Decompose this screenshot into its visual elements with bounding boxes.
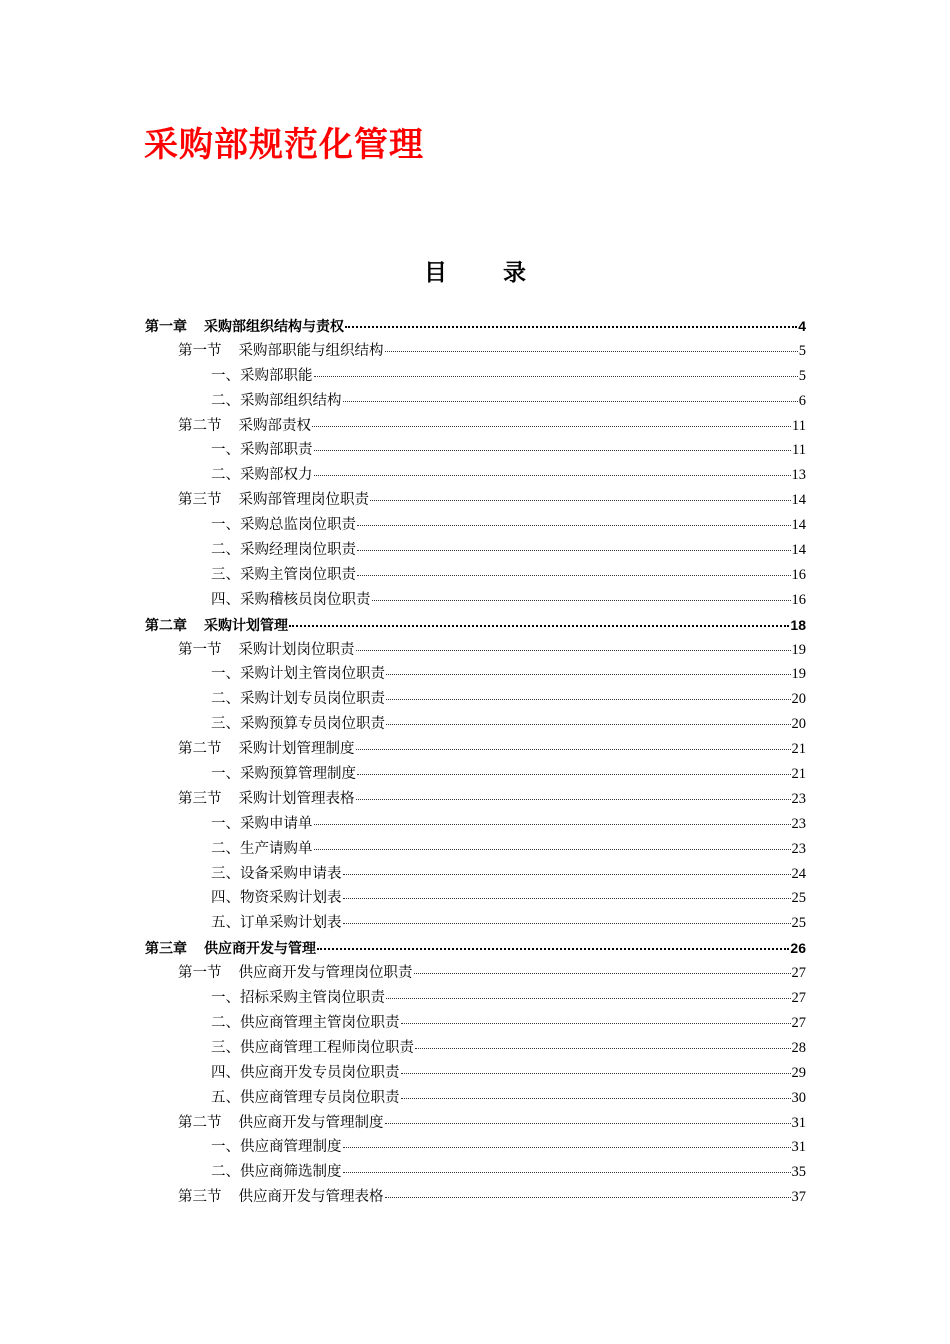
toc-entry-label [178,339,384,364]
toc-entry[interactable] [145,662,806,687]
toc-entry-title: 采购预算专员岗位职责 [240,716,385,733]
toc-entry-title: 供应商管理工程师岗位职责 [240,1039,414,1056]
toc-entry[interactable] [145,886,806,911]
toc-dot-leader [314,474,791,476]
toc-entry[interactable] [145,787,806,812]
toc-dot-leader [343,897,791,899]
toc-entry-title: 采购预算管理制度 [240,766,356,783]
toc-entry-number: 五、 [211,915,240,932]
toc-entry-title: 采购部职能与组织结构 [238,342,384,359]
toc-entry-number: 五、 [211,1089,240,1106]
toc-entry[interactable] [145,1160,806,1185]
toc-entry[interactable] [145,613,806,638]
toc-dot-leader [312,425,791,427]
toc-dot-leader [415,1047,791,1049]
toc-page-number: 30 [791,1089,806,1106]
toc-page-number: 13 [791,467,806,484]
toc-entry-number: 第二节 [178,1114,222,1131]
toc-entry-title: 采购部权力 [240,467,313,484]
toc-entry-label [178,1185,384,1210]
toc-entry-number: 第二章 [145,617,187,634]
toc-entry-number: 四、 [211,1064,240,1081]
toc-entry-number: 三、 [211,865,240,882]
toc-entry-label [211,662,385,687]
toc-entry-title: 供应商管理专员岗位职责 [240,1089,400,1106]
toc-entry[interactable] [145,1086,806,1111]
toc-entry-title: 采购经理岗位职责 [240,542,356,559]
toc-entry-number: 二、 [211,1014,240,1031]
toc-page-number: 18 [790,616,806,633]
toc-entry-title: 物资采购计划表 [240,890,342,907]
toc-page-number: 16 [791,591,806,608]
toc-entry[interactable] [145,438,806,463]
toc-entry-label [178,961,413,986]
toc-entry[interactable] [145,936,806,961]
toc-entry-title: 供应商开发与管理岗位职责 [238,965,413,982]
toc-entry[interactable] [145,1061,806,1086]
toc-entry-title: 供应商开发与管理表格 [238,1189,384,1206]
toc-entry-title: 采购主管岗位职责 [240,566,356,583]
toc-entry[interactable] [145,538,806,563]
toc-page-number: 23 [791,815,806,832]
toc-dot-leader [357,773,791,775]
toc-entry[interactable] [145,911,806,936]
toc-entry[interactable] [145,588,806,613]
toc-page-number: 26 [790,940,806,957]
toc-page-number: 21 [791,766,806,783]
toc-dot-leader [401,1097,791,1099]
toc-entry-label [211,986,385,1011]
toc-dot-leader [343,922,791,924]
toc-entry[interactable] [145,862,806,887]
toc-entry-number: 一、 [211,517,240,534]
toc-entry[interactable] [145,812,806,837]
toc-dot-leader [314,848,791,850]
toc-entry-number: 二、 [211,840,240,857]
toc-page-number: 21 [791,741,806,758]
toc-entry-label [211,1160,342,1185]
toc-entry-title: 采购申请单 [240,815,313,832]
toc-entry-number: 第三章 [145,941,187,958]
toc-entry[interactable] [145,837,806,862]
toc-entry-title: 采购计划管理制度 [238,741,355,758]
toc-dot-leader [357,524,791,526]
toc-entry-label [211,886,342,911]
toc-entry-number: 第二节 [178,741,222,758]
toc-entry-label [211,364,313,389]
toc-dot-leader [401,1072,791,1074]
toc-entry-number: 第二节 [178,417,222,434]
toc-page-number: 27 [791,965,806,982]
toc-entry-number: 第三节 [178,1189,222,1206]
toc-entry-title: 采购部职能 [240,367,313,384]
toc-entry-title: 采购计划管理 [204,617,288,634]
toc-entry[interactable] [145,737,806,762]
toc-entry[interactable] [145,986,806,1011]
toc-entry-label [211,762,356,787]
toc-dot-leader [385,350,798,352]
toc-entry-title: 采购计划管理表格 [238,790,355,807]
toc-entry-number: 第三节 [178,492,222,509]
toc-entry-number: 二、 [211,467,240,484]
toc-entry-title: 供应商开发专员岗位职责 [240,1064,400,1081]
toc-dot-leader [314,375,798,377]
toc-entry-label [211,812,313,837]
toc-entry-title: 供应商开发与管理 [204,941,316,958]
toc-page-number: 27 [791,990,806,1007]
toc-page-number: 14 [791,542,806,559]
toc-entry-title: 生产请购单 [240,840,313,857]
toc-entry-label [178,414,311,439]
toc-entry-number: 一、 [211,766,240,783]
toc-dot-leader [357,574,791,576]
toc-dot-leader [385,1122,791,1124]
toc-entry-label [145,614,288,639]
toc-entry-title: 采购计划岗位职责 [238,641,355,658]
toc-entry[interactable] [145,687,806,712]
toc-entry-title: 采购部职责 [240,442,313,459]
toc-entry-label [211,1036,414,1061]
toc-entry-number: 一、 [211,442,240,459]
toc-page-number: 20 [791,691,806,708]
toc-dot-leader [386,723,791,725]
toc-dot-leader [386,673,791,675]
toc-dot-leader [343,400,798,402]
toc-entry[interactable] [145,638,806,663]
toc-entry-title: 采购计划专员岗位职责 [240,691,385,708]
toc-entry-title: 采购部组织结构与责权 [204,319,344,335]
toc-dot-leader [386,997,791,999]
toc-entry-label [145,937,316,962]
toc-entry-number: 第一章 [145,319,187,335]
toc-entry[interactable] [145,1036,806,1061]
toc-entry-number: 三、 [211,1039,240,1056]
document-title: 采购部规范化管理 [144,125,424,165]
toc-entry-title: 采购部管理岗位职责 [238,492,369,509]
toc-entry[interactable] [145,364,806,389]
toc-entry[interactable] [145,414,806,439]
toc-entry[interactable] [145,712,806,737]
toc-entry-title: 订单采购计划表 [240,915,342,932]
toc-entry[interactable] [145,513,806,538]
toc-entry-label [211,862,342,887]
toc-entry-number: 三、 [211,716,240,733]
toc-page-number: 11 [792,442,806,459]
toc-entry-number: 四、 [211,890,240,907]
toc-page-number: 19 [791,641,806,658]
toc-entry-label [211,513,356,538]
toc-entry[interactable] [145,1185,806,1210]
toc-entry[interactable] [145,463,806,488]
toc-entry-label [211,1135,342,1160]
toc-entry[interactable] [145,1135,806,1160]
toc-dot-leader [401,1022,791,1024]
toc-entry-title: 采购稽核员岗位职责 [240,591,371,608]
toc-entry-number: 一、 [211,815,240,832]
toc-entry-label [211,389,342,414]
toc-entry[interactable] [145,762,806,787]
toc-page-number: 29 [791,1064,806,1081]
toc-entry[interactable] [145,1011,806,1036]
toc-page-number: 23 [791,840,806,857]
toc-entry-title: 供应商管理主管岗位职责 [240,1014,400,1031]
toc-entry[interactable] [145,563,806,588]
toc-entry-number: 二、 [211,542,240,559]
toc-entry-title: 采购部组织结构 [240,392,342,409]
toc-entry-label [211,438,313,463]
toc-dot-leader [343,1171,791,1173]
toc-page-number: 14 [791,492,806,509]
toc-entry-label [211,588,371,613]
toc-page-number: 31 [791,1139,806,1156]
toc-entry-label [178,737,355,762]
toc-entry-label [211,1011,400,1036]
toc-dot-leader [386,698,791,700]
toc-entry-label [211,687,385,712]
toc-entry-label [211,911,342,936]
toc-entry-title: 招标采购主管岗位职责 [240,990,385,1007]
toc-entry-label [211,1061,400,1086]
toc-dot-leader [343,1146,791,1148]
toc-dot-leader [414,972,791,974]
toc-dot-leader [317,947,789,950]
toc-page-number: 19 [791,666,806,683]
toc-entry-number: 一、 [211,367,240,384]
toc-entry[interactable] [145,339,806,364]
toc-heading: 目 录 [423,260,550,286]
toc-entry[interactable] [145,488,806,513]
toc-entry[interactable] [145,389,806,414]
toc-dot-leader [356,649,791,651]
toc-page-number: 5 [798,367,806,384]
toc-entry-title: 设备采购申请表 [240,865,342,882]
toc-entry-number: 四、 [211,591,240,608]
toc-entry-number: 第一节 [178,342,222,359]
toc-page-number: 25 [791,915,806,932]
toc-entry-label [178,638,355,663]
toc-dot-leader [356,748,791,750]
toc-dot-leader [314,823,791,825]
toc-dot-leader [345,325,797,328]
table-of-contents [145,314,806,1210]
toc-page-number: 20 [791,716,806,733]
toc-entry-number: 第一节 [178,965,222,982]
toc-entry-label [211,463,313,488]
toc-entry-label [211,837,313,862]
toc-page-number: 27 [791,1014,806,1031]
toc-entry-number: 一、 [211,990,240,1007]
toc-page-number: 16 [791,566,806,583]
toc-entry-label [178,787,355,812]
toc-entry[interactable] [145,314,806,339]
toc-page-number: 11 [792,417,806,434]
toc-page-number: 28 [791,1039,806,1056]
toc-dot-leader [372,599,791,601]
toc-entry-number: 二、 [211,1164,240,1181]
toc-entry-label [211,563,356,588]
toc-entry-title: 供应商筛选制度 [240,1164,342,1181]
toc-entry-title: 采购计划主管岗位职责 [240,666,385,683]
toc-entry-label [211,712,385,737]
toc-entry-title: 供应商开发与管理制度 [238,1114,384,1131]
toc-page-number: 23 [791,790,806,807]
toc-entry-number: 三、 [211,566,240,583]
toc-dot-leader [289,624,789,627]
toc-page-number: 31 [791,1114,806,1131]
toc-page-number: 35 [791,1164,806,1181]
toc-entry[interactable] [145,1111,806,1136]
toc-dot-leader [343,873,791,875]
toc-entry-title: 采购总监岗位职责 [240,517,356,534]
toc-dot-leader [370,499,791,501]
toc-entry-number: 二、 [211,392,240,409]
toc-entry-title: 供应商管理制度 [240,1139,342,1156]
toc-page-number: 24 [791,865,806,882]
toc-entry-label [178,488,369,513]
toc-page-number: 25 [791,890,806,907]
toc-dot-leader [385,1196,791,1198]
toc-dot-leader [314,449,792,451]
toc-dot-leader [356,798,791,800]
toc-entry-number: 二、 [211,691,240,708]
toc-page-number: 5 [798,342,806,359]
toc-entry[interactable] [145,961,806,986]
toc-page-number: 37 [791,1189,806,1206]
toc-entry-label [211,538,356,563]
toc-page-number: 6 [798,392,806,409]
toc-dot-leader [357,549,791,551]
toc-entry-number: 一、 [211,1139,240,1156]
toc-entry-number: 第三节 [178,790,222,807]
toc-entry-label [211,1086,400,1111]
toc-entry-label [145,315,344,340]
toc-entry-title: 采购部责权 [238,417,311,434]
toc-entry-number: 一、 [211,666,240,683]
toc-page-number: 14 [791,517,806,534]
toc-entry-number: 第一节 [178,641,222,658]
toc-entry-label [178,1111,384,1136]
toc-page-number: 4 [798,318,806,334]
